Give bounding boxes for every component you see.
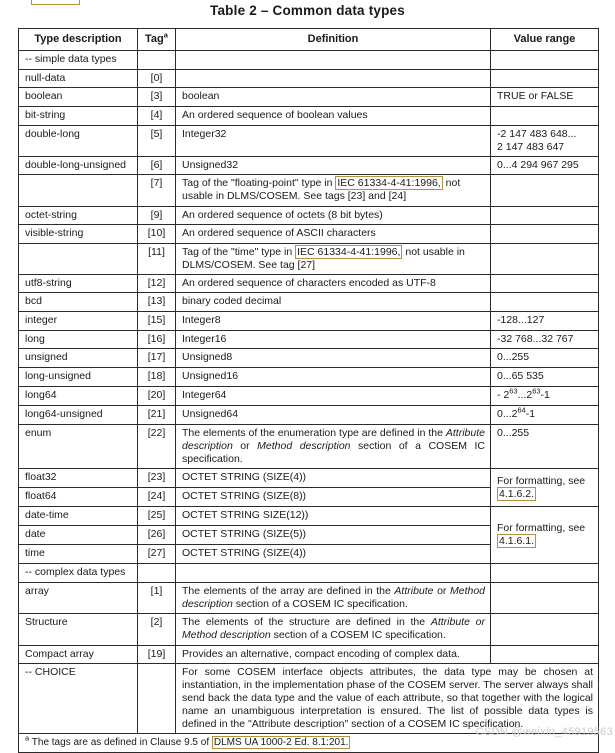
cell-tag: [20] <box>138 387 176 406</box>
cell-type: float64 <box>19 488 138 507</box>
table-row <box>19 225 599 244</box>
cell-definition: Unsigned64 <box>176 406 491 425</box>
table-row <box>19 614 599 646</box>
reference-link[interactable]: 4.1.6.1. <box>499 535 535 547</box>
reference-link[interactable]: 4.1.6.2. <box>499 487 535 500</box>
reference-link[interactable]: DLMS UA 1000-2 Ed. 8.1:201. <box>213 737 349 748</box>
cell-range: 0...4 294 967 295 <box>491 157 599 175</box>
cell-definition: The elements of the array are defined in the Attribute or Method description section of a COSEM IC specification. <box>176 583 491 614</box>
table-row <box>19 469 599 488</box>
cell-range <box>491 51 599 70</box>
cell-definition: Tag of the "floating-point" type in IEC 61334-4-41:1996, not usable in DLMS/COSEM. See tags [23] and [24] <box>176 175 491 207</box>
cell-tag: [17] <box>138 349 176 368</box>
table-row <box>19 406 599 425</box>
cell-tag <box>138 664 176 734</box>
cell-definition: Provides an alternative, compact encoding of complex data. <box>176 646 491 664</box>
cell-range: 0...255 <box>491 425 599 469</box>
cell-type: enum <box>19 425 138 469</box>
table-row <box>19 51 599 70</box>
table-row <box>19 664 599 734</box>
table-row <box>19 564 599 583</box>
cell-range <box>491 275 599 293</box>
cell-definition: An ordered sequence of boolean values <box>176 107 491 126</box>
cell-type: long-unsigned <box>19 368 138 387</box>
cell-definition: Integer16 <box>176 331 491 349</box>
table-row <box>19 70 599 88</box>
header-definition: Definition <box>176 29 491 51</box>
table-row <box>19 244 599 275</box>
table-row <box>19 88 599 107</box>
table-row <box>19 425 599 469</box>
cell-range <box>491 564 599 583</box>
cell-type: unsigned <box>19 349 138 368</box>
cell-tag: [2] <box>138 614 176 646</box>
cell-range: TRUE or FALSE <box>491 88 599 107</box>
cell-type: bit-string <box>19 107 138 126</box>
cell-range <box>491 583 599 614</box>
cell-tag: [11] <box>138 244 176 275</box>
table-row <box>19 157 599 175</box>
cell-tag: [7] <box>138 175 176 207</box>
table-row <box>19 293 599 312</box>
cell-type: boolean <box>19 88 138 107</box>
cell-type: visible-string <box>19 225 138 244</box>
cell-definition: OCTET STRING (SIZE(4)) <box>176 469 491 488</box>
cell-range: 0...255 <box>491 349 599 368</box>
cell-definition: OCTET STRING (SIZE(4)) <box>176 545 491 564</box>
cell-type <box>19 244 138 275</box>
cell-type: Structure <box>19 614 138 646</box>
cell-tag: [15] <box>138 312 176 331</box>
table-row <box>19 387 599 406</box>
table-row <box>19 349 599 368</box>
cell-range <box>491 207 599 225</box>
cell-tag: [22] <box>138 425 176 469</box>
cell-tag: [13] <box>138 293 176 312</box>
cell-range <box>491 293 599 312</box>
cell-range <box>491 225 599 244</box>
cell-type: -- complex data types <box>19 564 138 583</box>
cell-definition: The elements of the enumeration type are defined in the Attribute description or Method description section of a COSEM IC specification. <box>176 425 491 469</box>
cell-type: integer <box>19 312 138 331</box>
table-footnote: $^a$ The tags are as defined in Clause 9.5 of DLMS UA 1000-2 Ed. 8.1:201. <box>19 734 599 753</box>
cell-type: -- simple data types <box>19 51 138 70</box>
cell-tag: [24] <box>138 488 176 507</box>
cell-tag: [16] <box>138 331 176 349</box>
cell-tag: [0] <box>138 70 176 88</box>
cell-definition: boolean <box>176 88 491 107</box>
cell-definition: Unsigned32 <box>176 157 491 175</box>
cell-definition: Unsigned16 <box>176 368 491 387</box>
header-tag: Tag$^a$ <box>138 29 176 51</box>
cell-definition <box>176 70 491 88</box>
header-type-description: Type description <box>19 29 138 51</box>
cell-definition: Integer64 <box>176 387 491 406</box>
reference-link[interactable]: IEC 61334-4-41:1996, <box>337 177 441 189</box>
cell-range-merged: For formatting, see 4.1.6.2. <box>491 469 599 507</box>
cell-type: Compact array <box>19 646 138 664</box>
cell-definition: Tag of the "time" type in IEC 61334-4-41:1996, not usable in DLMS/COSEM. See tag [27] <box>176 244 491 275</box>
cell-tag: [21] <box>138 406 176 425</box>
cell-type: date-time <box>19 507 138 526</box>
cell-range <box>491 70 599 88</box>
cell-tag: [9] <box>138 207 176 225</box>
cell-range <box>491 244 599 275</box>
cell-range: 0...65 535 <box>491 368 599 387</box>
cell-type: long <box>19 331 138 349</box>
cell-type: utf8-string <box>19 275 138 293</box>
reference-link[interactable]: IEC 61334-4-41:1996, <box>297 246 401 258</box>
common-data-types-table <box>18 28 599 753</box>
cell-range: 0...2$^{64}$-1 <box>491 406 599 425</box>
cell-definition: OCTET STRING (SIZE(8)) <box>176 488 491 507</box>
cell-tag: [23] <box>138 469 176 488</box>
cell-type: long64-unsigned <box>19 406 138 425</box>
cell-definition <box>176 51 491 70</box>
cell-definition <box>176 564 491 583</box>
cell-range: - $2^{63}...2^{63}-1$ <box>491 387 599 406</box>
cell-tag: [5] <box>138 126 176 157</box>
cell-type <box>19 175 138 207</box>
table-row <box>19 507 599 526</box>
table-row <box>19 583 599 614</box>
cell-tag <box>138 564 176 583</box>
cell-type: long64 <box>19 387 138 406</box>
cell-tag <box>138 51 176 70</box>
footnote-marker: a <box>25 733 30 743</box>
cell-type: array <box>19 583 138 614</box>
cell-type: double-long-unsigned <box>19 157 138 175</box>
cell-tag: [6] <box>138 157 176 175</box>
cell-range-merged: For formatting, see 4.1.6.1. <box>491 507 599 564</box>
cell-tag: [4] <box>138 107 176 126</box>
cell-range: -2 147 483 648... 2 147 483 647 <box>491 126 599 157</box>
table-row <box>19 275 599 293</box>
cell-range <box>491 175 599 207</box>
cell-tag: [1] <box>138 583 176 614</box>
cell-tag: [19] <box>138 646 176 664</box>
cell-type: float32 <box>19 469 138 488</box>
header-row <box>19 29 599 51</box>
table-caption: Table 2 – Common data types <box>210 3 405 18</box>
table-row <box>19 331 599 349</box>
table-row <box>19 368 599 387</box>
cell-definition: Integer8 <box>176 312 491 331</box>
cell-tag: [27] <box>138 545 176 564</box>
table-row <box>19 646 599 664</box>
cell-range: -128...127 <box>491 312 599 331</box>
cell-type: bcd <box>19 293 138 312</box>
cell-type: null-data <box>19 70 138 88</box>
cell-definition: Unsigned8 <box>176 349 491 368</box>
cell-tag: [3] <box>138 88 176 107</box>
cell-definition: An ordered sequence of characters encoded as UTF-8 <box>176 275 491 293</box>
cell-tag: [10] <box>138 225 176 244</box>
cell-range: -32 768...32 767 <box>491 331 599 349</box>
cell-definition: OCTET STRING (SIZE(5)) <box>176 526 491 545</box>
table-row <box>19 107 599 126</box>
cell-definition: binary coded decimal <box>176 293 491 312</box>
cell-type: octet-string <box>19 207 138 225</box>
cell-definition-merged: For some COSEM interface objects attributes, the data type may be chosen at instantiation, in the implementation phase of the COSEM server. The server always shall send back the data type and the value of each attribute, so that together with the logical name an unambiguous interpretation is ensured. The list of possible data types is defined in the "Attribute description" section of a COSEM IC specification. <box>176 664 599 734</box>
table-row <box>19 312 599 331</box>
cell-range <box>491 614 599 646</box>
table-row <box>19 207 599 225</box>
tag-footnote-marker: a <box>163 30 168 40</box>
cell-type: double-long <box>19 126 138 157</box>
cell-type: -- CHOICE <box>19 664 138 734</box>
cell-tag: [26] <box>138 526 176 545</box>
cell-definition: An ordered sequence of ASCII characters <box>176 225 491 244</box>
cell-tag: [12] <box>138 275 176 293</box>
table-row <box>19 175 599 207</box>
cell-type: date <box>19 526 138 545</box>
cell-definition: An ordered sequence of octets (8 bit bytes) <box>176 207 491 225</box>
cell-definition: The elements of the structure are defined in the Attribute or Method description section of a COSEM IC specification. <box>176 614 491 646</box>
cell-tag: [18] <box>138 368 176 387</box>
cell-range <box>491 646 599 664</box>
csdn-watermark: CSDN @weixin_45919563 <box>475 726 613 738</box>
header-value-range: Value range <box>491 29 599 51</box>
cell-range <box>491 107 599 126</box>
cell-definition: OCTET STRING SIZE(12)) <box>176 507 491 526</box>
cell-type: time <box>19 545 138 564</box>
table-row <box>19 126 599 157</box>
cell-tag: [25] <box>138 507 176 526</box>
cell-definition: Integer32 <box>176 126 491 157</box>
